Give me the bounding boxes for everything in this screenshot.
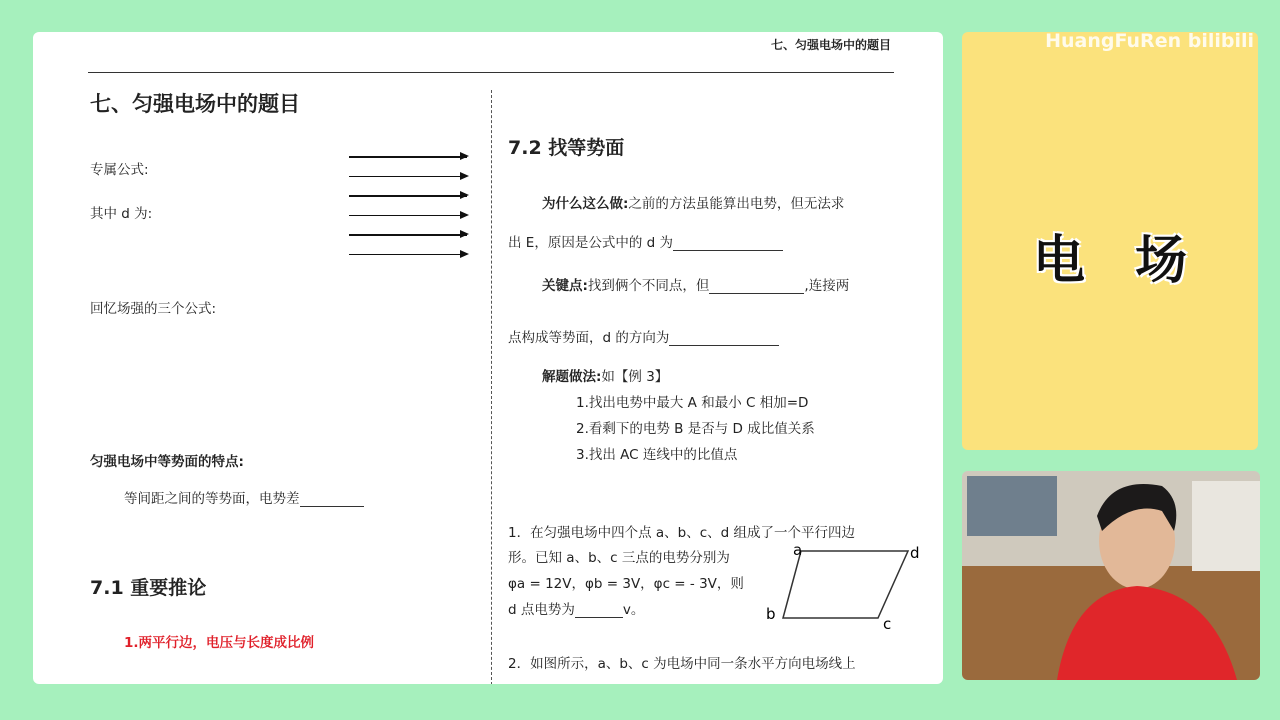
watermark: HuangFuRen bilibili: [1045, 30, 1254, 52]
banner-title: 电场: [1032, 231, 1237, 291]
recall-label: 回忆场强的三个公式:: [90, 301, 217, 317]
field-lines-figure: [349, 156, 467, 273]
why-line-2: 出 E，原因是公式中的 d 为: [508, 231, 783, 251]
parallelogram-figure: [758, 537, 933, 632]
method-step: 2.看剩下的电势 B 是否与 D 成比值关系: [576, 421, 815, 437]
key-line: 关键点:找到俩个不同点，但 ,连接两: [542, 278, 850, 294]
key-line-2: 点构成等势面，d 的方向为: [508, 326, 779, 346]
header-rule: [88, 72, 894, 73]
question-1-line: 1．在匀强电场中四个点 a、b、c、d 组成了一个平行四边: [508, 525, 856, 541]
label-a: a: [793, 541, 803, 559]
question-1-line: 形。已知 a、b、c 三点的电势分别为: [508, 550, 730, 566]
label-b: b: [766, 605, 776, 623]
webcam-feed: [962, 471, 1260, 680]
label-d: d: [910, 544, 920, 562]
why-line: 为什么这么做:之前的方法虽能算出电势，但无法求: [542, 196, 845, 212]
method-step: 3.找出 AC 连线中的比值点: [576, 447, 738, 463]
section-7-1: 7.1 重要推论: [90, 577, 207, 599]
label-c: c: [883, 615, 892, 632]
question-2-line: 2．如图所示，a、b、c 为电场中同一条水平方向电场线上: [508, 656, 856, 672]
inference-1: 1.两平行边，电压与长度成比例: [124, 635, 315, 651]
question-1-line: φa = 12V，φb = 3V，φc = - 3V，则: [508, 576, 744, 592]
running-header: 七、匀强电场中的题目: [770, 38, 891, 52]
document-page: [33, 32, 943, 684]
method-line: 解题做法:如【例 3】: [542, 369, 669, 385]
column-divider: [491, 90, 492, 684]
page-title: 七、匀强电场中的题目: [90, 92, 300, 116]
section-7-2: 7.2 找等势面: [508, 137, 625, 159]
equipotential-title: 匀强电场中等势面的特点:: [90, 454, 244, 470]
formula-label: 专属公式:: [90, 162, 149, 178]
method-step: 1.找出电势中最大 A 和最小 C 相加=D: [576, 395, 809, 411]
topic-banner: [962, 32, 1258, 450]
question-1-line: d 点电势为 v。: [508, 602, 645, 618]
d-label: 其中 d 为:: [90, 206, 153, 222]
equipotential-text: 等间距之间的等势面，电势差: [124, 487, 364, 507]
